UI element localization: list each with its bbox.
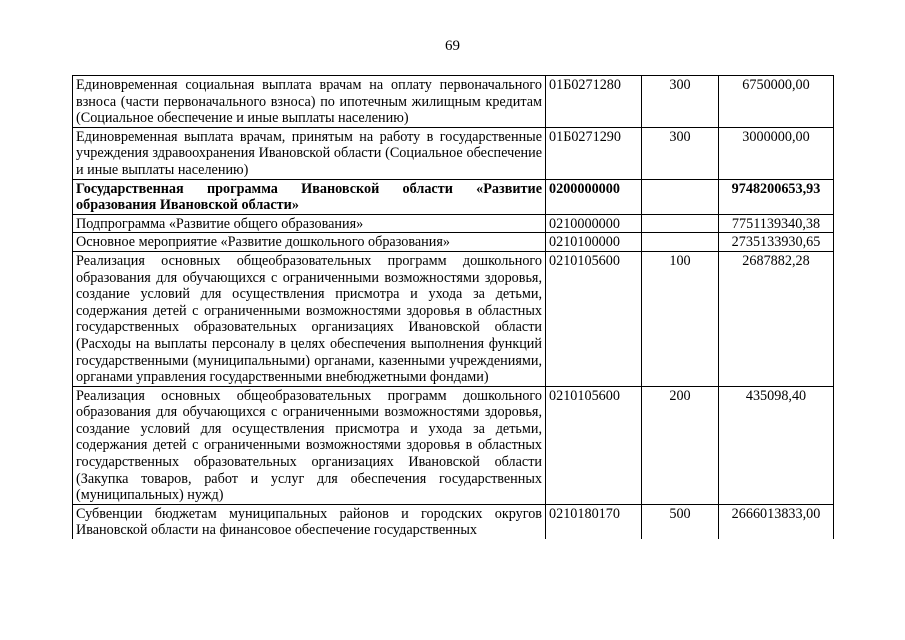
table-row bbox=[73, 127, 834, 179]
expense-name: Единовременная выплата врачам, принятым на работу в государственные учреждения здравоохранения Ивановской области (Социальное обеспечение и иные выплаты населению) bbox=[73, 127, 546, 179]
amount: 6750000,00 bbox=[719, 76, 834, 128]
amount: 435098,40 bbox=[719, 386, 834, 504]
expense-name: Государственная программа Ивановской области «Развитие образования Ивановской области» bbox=[73, 179, 546, 214]
target-article-code: 0200000000 bbox=[546, 179, 642, 214]
expense-type-code: 300 bbox=[642, 127, 719, 179]
amount: 7751139340,38 bbox=[719, 214, 834, 233]
table-row bbox=[73, 76, 834, 128]
expense-name: Подпрограмма «Развитие общего образования» bbox=[73, 214, 546, 233]
expense-type-code: 200 bbox=[642, 386, 719, 504]
target-article-code: 01Б0271290 bbox=[546, 127, 642, 179]
target-article-code: 01Б0271280 bbox=[546, 76, 642, 128]
amount: 2735133930,65 bbox=[719, 233, 834, 252]
table-row bbox=[73, 233, 834, 252]
table-row bbox=[73, 214, 834, 233]
expense-type-code: 300 bbox=[642, 76, 719, 128]
amount: 9748200653,93 bbox=[719, 179, 834, 214]
expense-name: Реализация основных общеобразовательных программ дошкольного образования для обучающихся с ограниченными возможностями здоровья, создание условий для осуществления присмотра и ухода за детьми, содержания детей с ограниченными возможностями здоровья в областных государственных образовательных организациях Ивановской области (Закупка товаров, работ и услуг для обеспечения государственных (муниципальных) нужд) bbox=[73, 386, 546, 504]
amount: 2666013833,00 bbox=[719, 504, 834, 539]
target-article-code: 0210105600 bbox=[546, 386, 642, 504]
amount: 3000000,00 bbox=[719, 127, 834, 179]
target-article-code: 0210180170 bbox=[546, 504, 642, 539]
expense-type-code bbox=[642, 179, 719, 214]
expense-type-code: 500 bbox=[642, 504, 719, 539]
expense-name: Единовременная социальная выплата врачам на оплату первоначального взноса (части первоначального взноса) по ипотечным жилищным кредитам (Социальное обеспечение и иные выплаты населению) bbox=[73, 76, 546, 128]
table-row-program bbox=[73, 179, 834, 214]
target-article-code: 0210100000 bbox=[546, 233, 642, 252]
amount: 2687882,28 bbox=[719, 251, 834, 386]
table-row bbox=[73, 251, 834, 386]
expense-type-code bbox=[642, 233, 719, 252]
budget-table bbox=[72, 75, 834, 539]
page-number: 69 bbox=[445, 38, 460, 54]
expense-type-code bbox=[642, 214, 719, 233]
expense-name: Субвенции бюджетам муниципальных районов и городских округов Ивановской области на финансовое обеспечение государственных bbox=[73, 504, 546, 539]
target-article-code: 0210000000 bbox=[546, 214, 642, 233]
table-row bbox=[73, 386, 834, 504]
expense-name: Реализация основных общеобразовательных программ дошкольного образования для обучающихся с ограниченными возможностями здоровья, создание условий для осуществления присмотра и ухода за детьми, содержания детей с ограниченными возможностями здоровья в областных государственных образовательных организациях Ивановской области (Расходы на выплаты персоналу в целях обеспечения выполнения функций государственными (муниципальными) органами, казенными учреждениями, органами управления государственными внебюджетными фондами) bbox=[73, 251, 546, 386]
expense-type-code: 100 bbox=[642, 251, 719, 386]
table-row bbox=[73, 504, 834, 539]
expense-name: Основное мероприятие «Развитие дошкольного образования» bbox=[73, 233, 546, 252]
target-article-code: 0210105600 bbox=[546, 251, 642, 386]
